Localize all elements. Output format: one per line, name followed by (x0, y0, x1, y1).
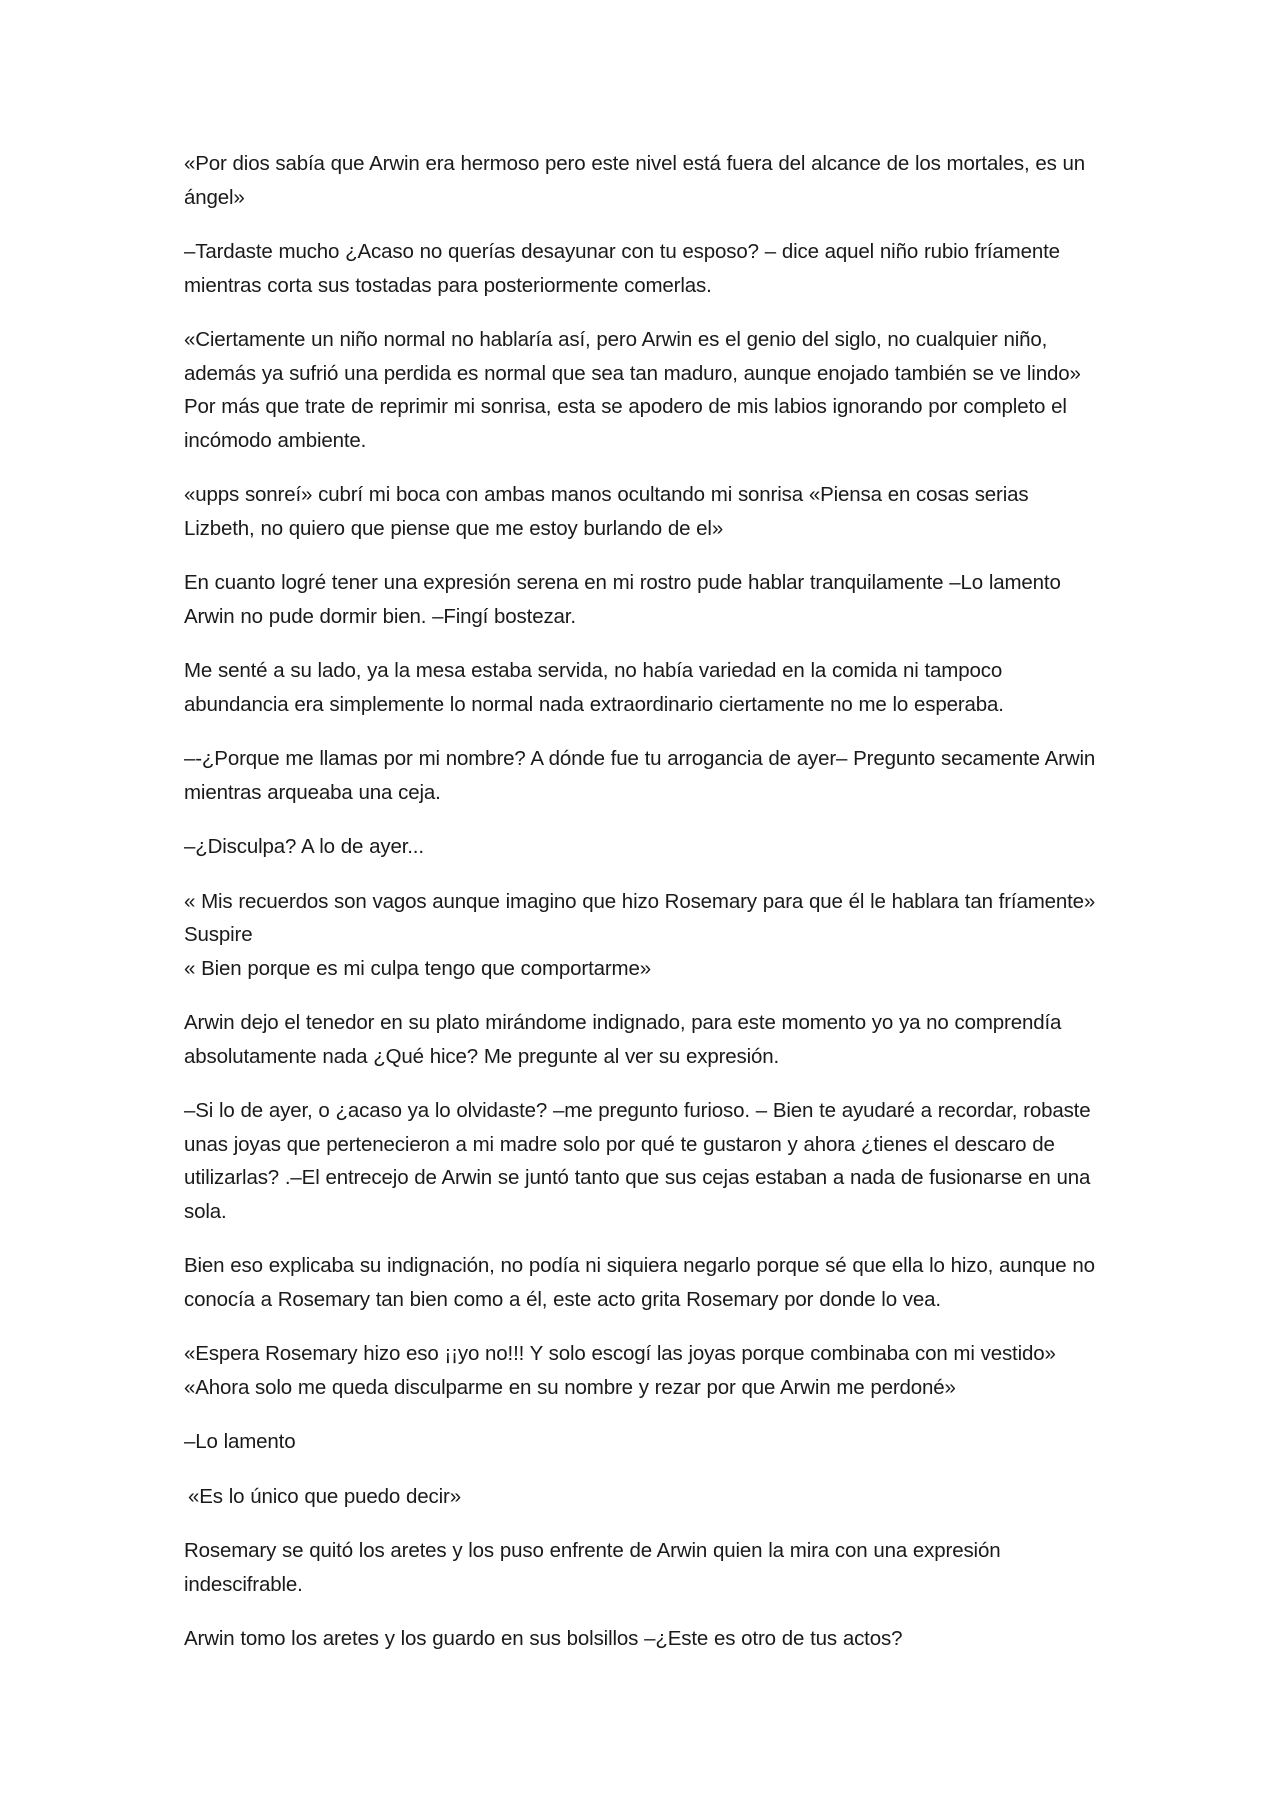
paragraph: «Espera Rosemary hizo eso ¡¡yo no!!! Y solo escogí las joyas porque combinaba con mi vestido» «Ahora solo me queda disculparme en su nombre y rezar por que Arwin me perdoné» (184, 1342, 1056, 1399)
paragraph: En cuanto logré tener una expresión serena en mi rostro pude hablar tranquilamente –Lo lamento Arwin no pude dormir bien. –Fingí bostezar. (184, 571, 1061, 628)
paragraph: « Mis recuerdos son vagos aunque imagino que hizo Rosemary para que él le hablara tan fríamente» Suspire « Bien porque es mi culpa tengo que comportarme» (184, 889, 1096, 980)
paragraph: Arwin dejo el tenedor en su plato mirándome indignado, para este momento yo ya no comprendía absolutamente nada ¿Qué hice? Me pregunte al ver su expresión. (184, 1011, 1062, 1068)
paragraph: Rosemary se quitó los aretes y los puso enfrente de Arwin quien la mira con una expresión indescifrable. (184, 1539, 1001, 1596)
paragraph: –¿Disculpa? A lo de ayer... (184, 835, 424, 858)
paragraph: –Lo lamento (184, 1430, 296, 1453)
paragraph: Me senté a su lado, ya la mesa estaba servida, no había variedad en la comida ni tampoco abundancia era simplemente lo normal nada extraordinario ciertamente no me lo esperaba. (184, 659, 1004, 716)
paragraph: –Si lo de ayer, o ¿acaso ya lo olvidaste? –me pregunto furioso. – Bien te ayudaré a recordar, robaste unas joyas que pertenecieron a mi madre solo por qué te gustaron y ahora ¿tienes el descaro de utilizarlas? .–El entrecejo de Arwin se juntó tanto que sus cejas estaban a nada de fusionarse en una sola. (184, 1099, 1091, 1223)
paragraph: Bien eso explicaba su indignación, no podía ni siquiera negarlo porque sé que ella lo hizo, aunque no conocía a Rosemary tan bien como a él, este acto grita Rosemary por donde lo vea. (184, 1254, 1095, 1311)
paragraph: «Por dios sabía que Arwin era hermoso pero este nivel está fuera del alcance de los mortales, es un ángel» (184, 152, 1086, 209)
paragraph: –Tardaste mucho ¿Acaso no querías desayunar con tu esposo? – dice aquel niño rubio fríamente mientras corta sus tostadas para posteriormente comerlas. (184, 240, 1060, 297)
paragraph: Arwin tomo los aretes y los guardo en sus bolsillos –¿Este es otro de tus actos? (184, 1627, 903, 1650)
paragraph: «Es lo único que puedo decir» (188, 1484, 461, 1508)
paragraph: –-¿Porque me llamas por mi nombre? A dónde fue tu arrogancia de ayer– Pregunto secamente Arwin mientras arqueaba una ceja. (184, 747, 1096, 804)
document-body (184, 147, 1100, 1656)
paragraph: «Ciertamente un niño normal no hablaría así, pero Arwin es el genio del siglo, no cualquier niño, además ya sufrió una perdida es normal que sea tan maduro, aunque enojado también se ve lindo» Por más que trate de reprimir mi sonrisa, esta se apodero de mis labios ignorando por completo el incómodo ambiente. (184, 328, 1081, 452)
paragraph: «upps sonreí» cubrí mi boca con ambas manos ocultando mi sonrisa «Piensa en cosas serias Lizbeth, no quiero que piense que me estoy burlando de el» (184, 483, 1029, 540)
